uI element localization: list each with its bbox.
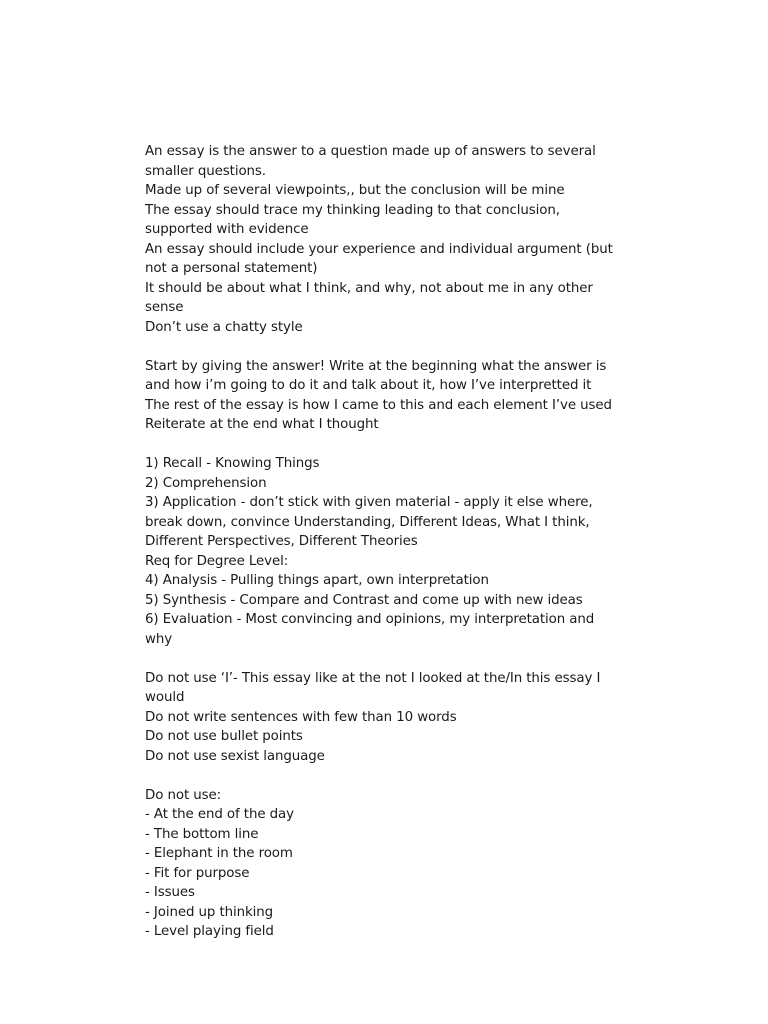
list-item: - Fit for purpose — [145, 865, 250, 881]
list-item: 5) Synthesis - Compare and Contrast and come up with new ideas — [145, 592, 583, 608]
list-item: 3) Application - don’t stick with given material - apply it else where, break down, convince Understanding, Different Ideas, What I think, Different Perspectives, Different Theories — [145, 495, 593, 549]
text-line: Do not use ‘I’- This essay like at the not I looked at the/In this essay I would — [145, 670, 601, 705]
list-item: 4) Analysis - Pulling things apart, own interpretation — [145, 573, 489, 588]
text-line: Made up of several viewpoints,, but the conclusion will be mine — [145, 183, 565, 198]
text-line: Do not use bullet points — [145, 729, 303, 744]
text-line: It should be about what I think, and why, not about me in any other sense — [145, 280, 593, 315]
paragraph-phrases-to-avoid — [145, 786, 625, 942]
list-item: - Elephant in the room — [145, 846, 293, 861]
list-item: 6) Evaluation - Most convincing and opinions, my interpretation and why — [145, 612, 595, 647]
text-line: Don’t use a chatty style — [145, 319, 303, 335]
list-item: 2) Comprehension — [145, 475, 267, 491]
list-item: - The bottom line — [145, 826, 259, 842]
text-line: Start by giving the answer! Write at the beginning what the answer is and how i’m going to do it and talk about it, how I’ve interpretted it — [145, 358, 607, 393]
paragraph-essay-definition — [145, 142, 625, 337]
list-item: - Issues — [145, 885, 195, 900]
list-item: - Level playing field — [145, 924, 274, 939]
text-line: The essay should trace my thinking leading to that conclusion, supported with evidence — [145, 202, 560, 237]
paragraph-rules — [145, 669, 625, 767]
text-line: An essay should include your experience and individual argument (but not a personal statement) — [145, 241, 613, 276]
list-item: 1) Recall - Knowing Things — [145, 456, 320, 471]
list-heading: Req for Degree Level: — [145, 553, 289, 569]
text-line: Do not write sentences with few than 10 words — [145, 709, 457, 725]
text-line: Do not use sexist language — [145, 748, 325, 764]
paragraph-structure — [145, 357, 625, 435]
paragraph-levels-list — [145, 454, 625, 649]
list-heading: Do not use: — [145, 787, 222, 803]
text-line: An essay is the answer to a question made up of answers to several smaller questions. — [145, 144, 596, 179]
text-line: Reiterate at the end what I thought — [145, 417, 379, 432]
text-line: The rest of the essay is how I came to this and each element I’ve used — [145, 397, 612, 413]
list-item: - Joined up thinking — [145, 904, 274, 920]
list-item: - At the end of the day — [145, 807, 294, 822]
document-page — [145, 142, 625, 961]
